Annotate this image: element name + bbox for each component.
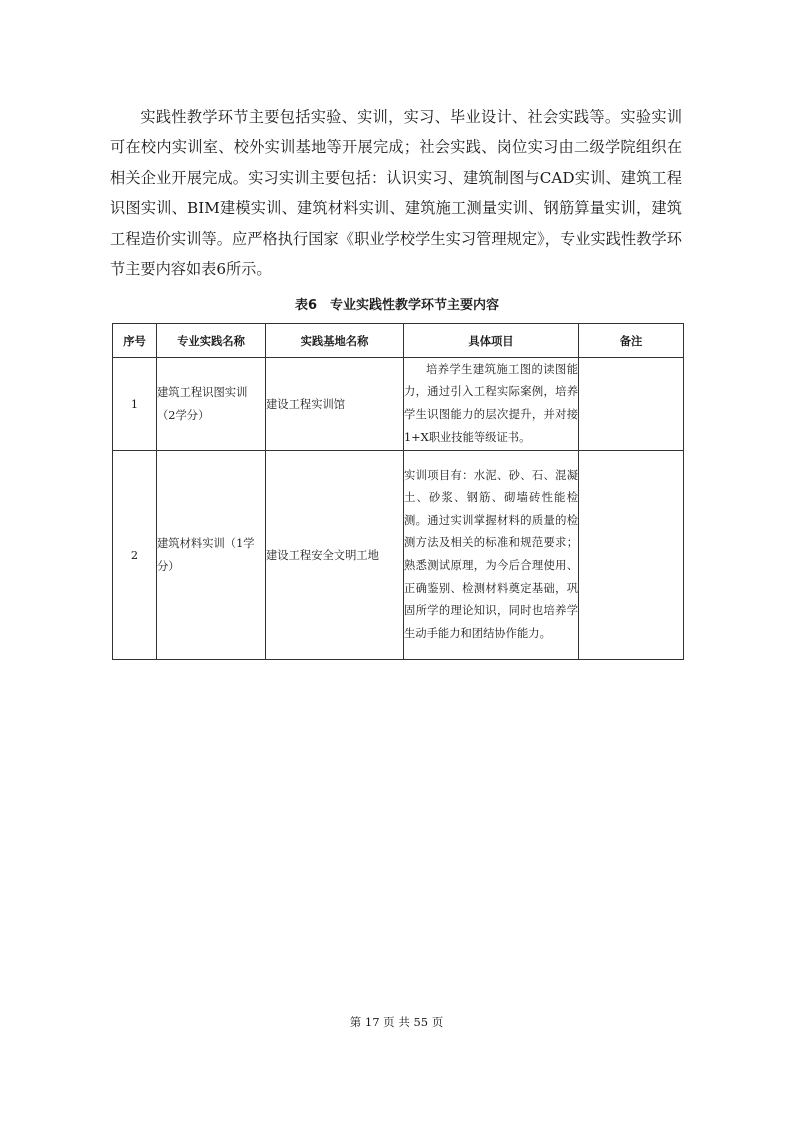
cell-practice-name: 建筑材料实训（1学分） (157, 451, 266, 660)
table-header-row (113, 324, 684, 358)
table-row (113, 358, 684, 451)
header-practice-name: 专业实践名称 (157, 324, 266, 358)
table-row (113, 451, 684, 660)
cell-remark (579, 451, 684, 660)
cell-no: 2 (113, 451, 157, 660)
header-base-name: 实践基地名称 (266, 324, 404, 358)
cell-no: 1 (113, 358, 157, 451)
cell-remark (579, 358, 684, 451)
cell-base-name: 建设工程安全文明工地 (266, 451, 404, 660)
table-caption: 表6 专业实践性教学环节主要内容 (294, 298, 500, 313)
header-no: 序号 (113, 324, 157, 358)
cell-base-name: 建设工程实训馆 (266, 358, 404, 451)
page-footer: 第 17 页 共 55 页 (349, 1015, 444, 1029)
header-items: 具体项目 (404, 324, 579, 358)
cell-items: 实训项目有：水泥、砂、石、混凝土、砂浆、钢筋、砌墙砖性能检测。通过实训掌握材料的质量的检测方法及相关的标准和规范要求；熟悉测试原理，为今后合理使用、正确鉴别、检测材料奠定基础，巩固所学的理论知识，同时也培养学生动手能力和团结协作能力。 (404, 451, 579, 660)
cell-practice-name: 建筑工程识图实训（2学分） (157, 358, 266, 451)
body-paragraph: 实践性教学环节主要包括实验、实训，实习、毕业设计、社会实践等。实验实训可在校内实训室、校外实训基地等开展完成；社会实践、岗位实习由二级学院组织在相关企业开展完成。实习实训主要包括：认识实习、建筑制图与CAD实训、建筑工程识图实训、BIM建模实训、建筑材料实训、建筑施工测量实训、钢筋算量实训，建筑工程造价实训等。应严格执行国家《职业学校学生实习管理规定》，专业实践性教学环节主要内容如表6所示。 (110, 108, 682, 279)
cell-items: 培养学生建筑施工图的读图能力，通过引入工程实际案例，培养学生识图能力的层次提升，并对接1+X职业技能等级证书。 (404, 358, 579, 451)
practice-table (112, 323, 684, 660)
header-remark: 备注 (579, 324, 684, 358)
